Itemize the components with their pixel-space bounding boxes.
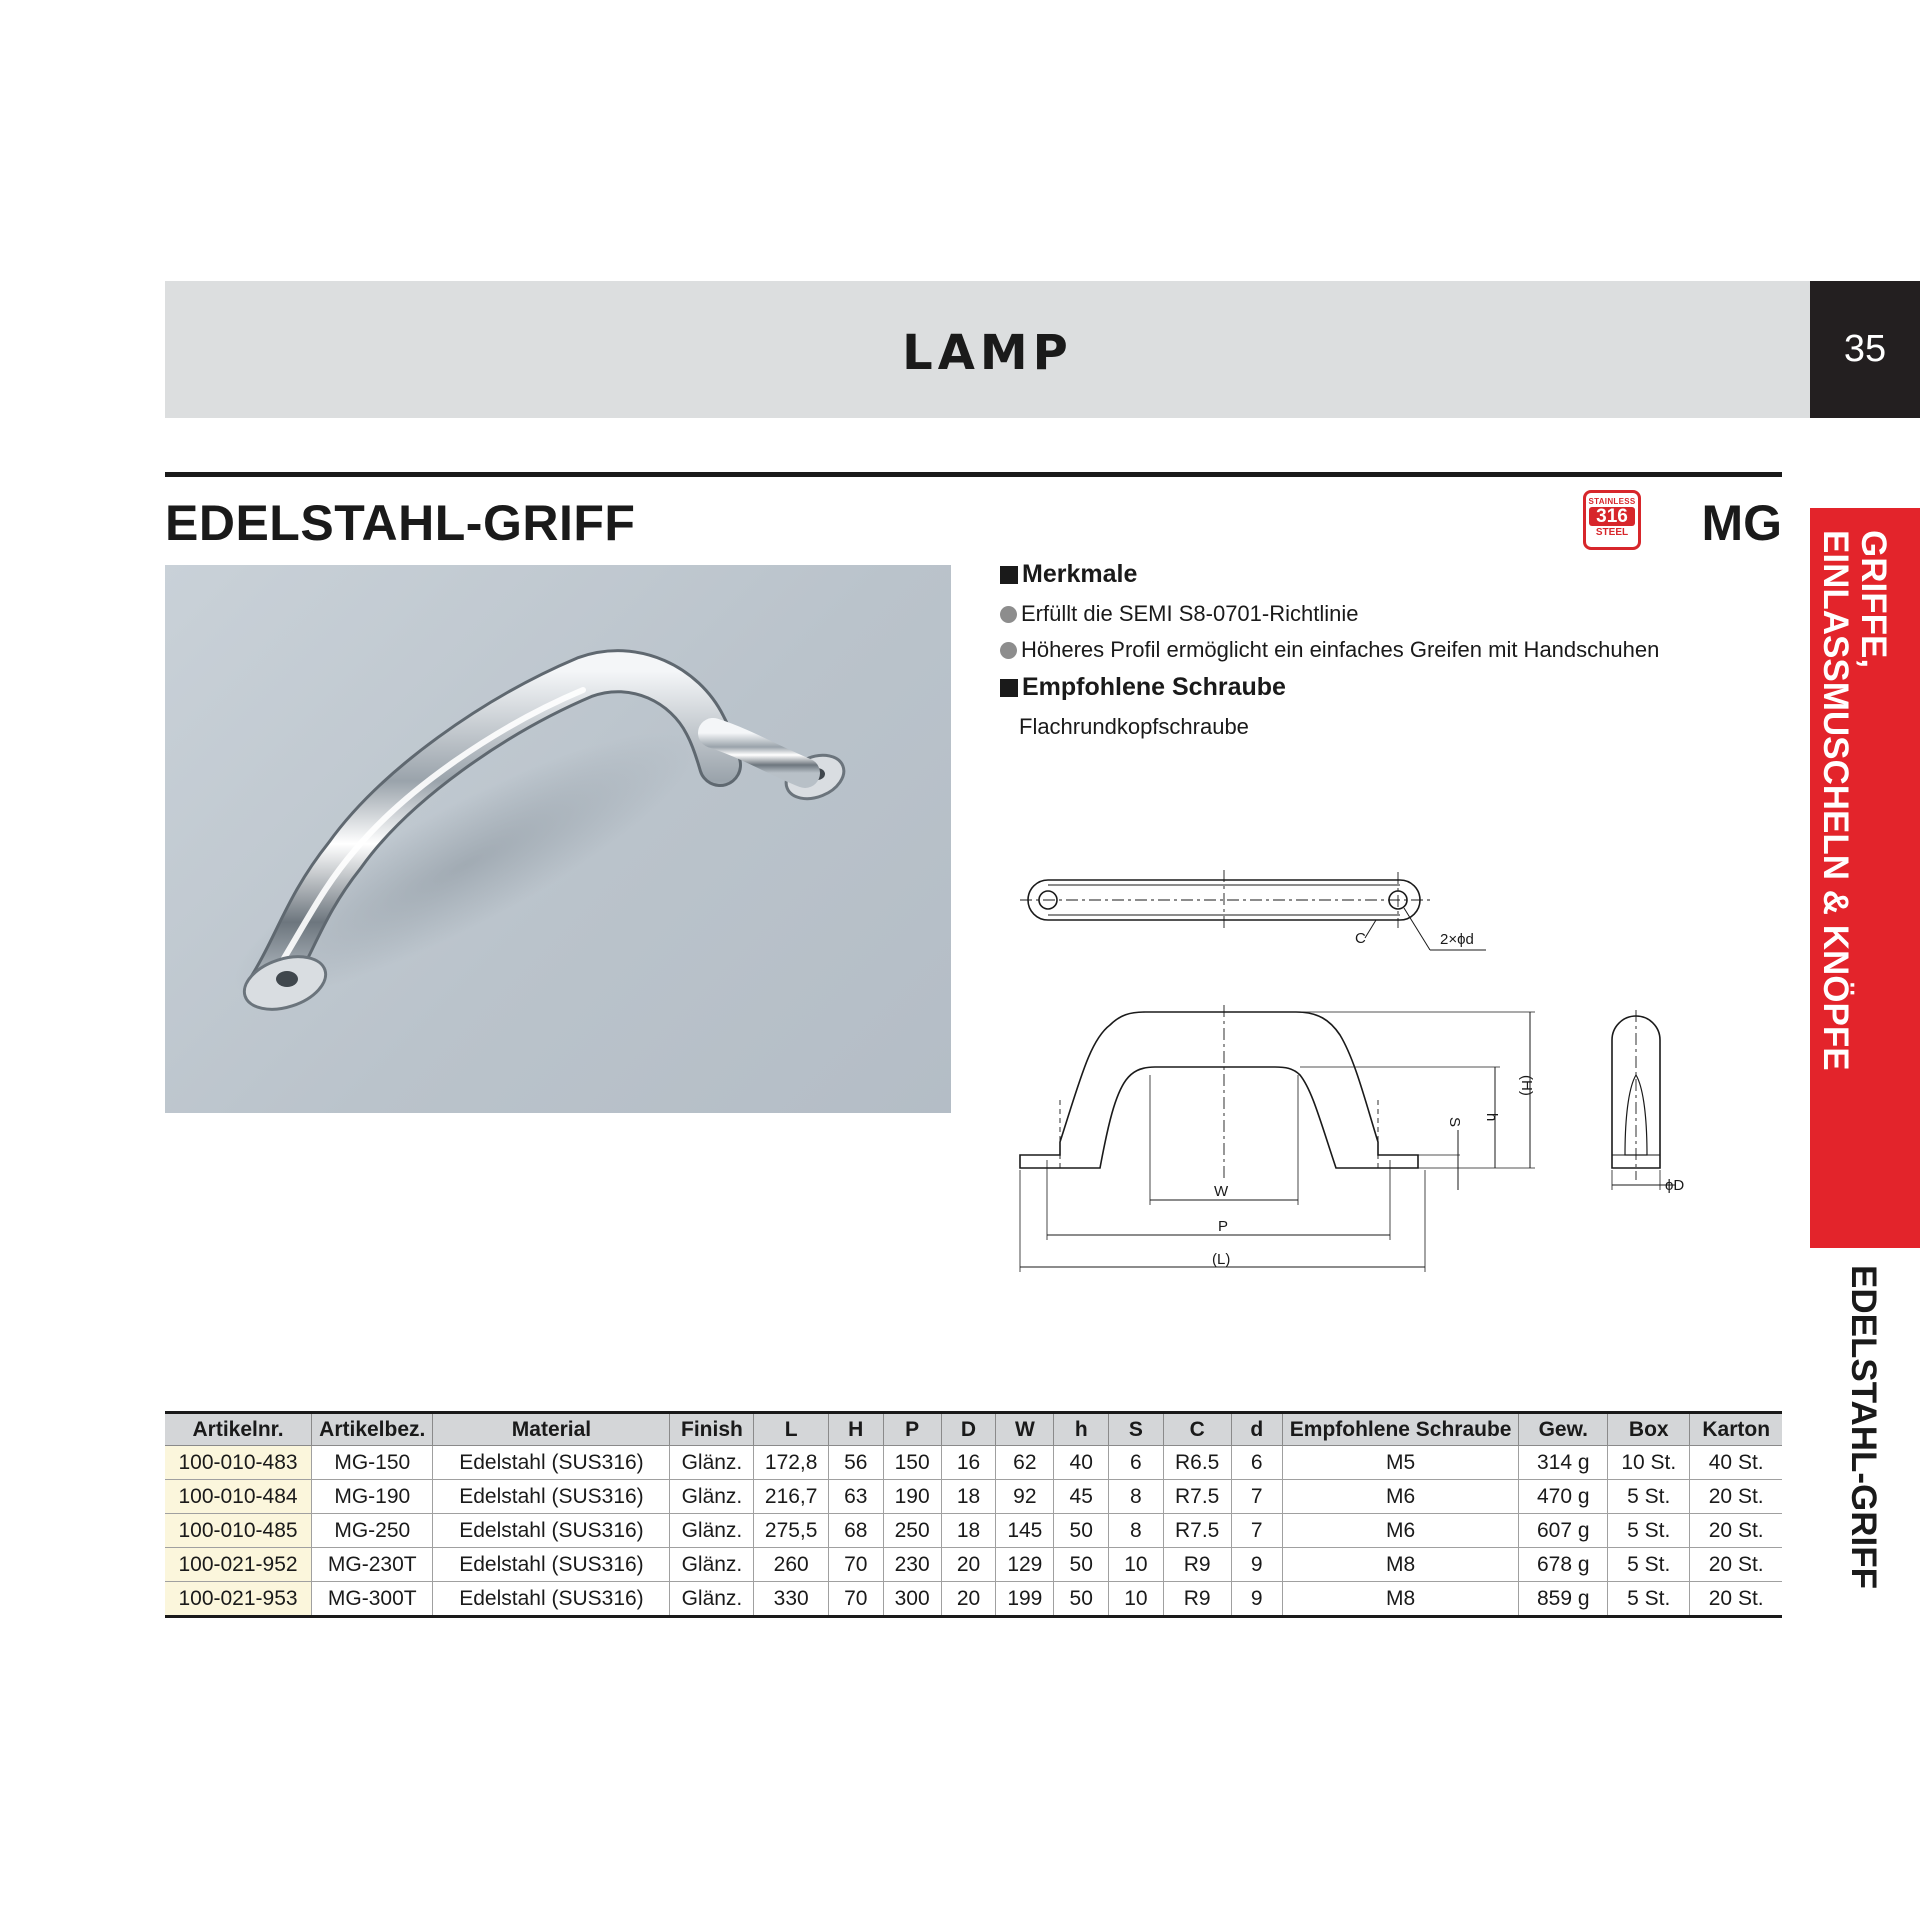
cell-h-lower: 45 [1054,1480,1109,1514]
cell-h-lower: 40 [1054,1446,1109,1480]
cell-p: 190 [883,1480,941,1514]
col-h-upper: H [828,1413,883,1446]
handle-illustration [165,565,951,1113]
col-schraube: Empfohlene Schraube [1282,1413,1519,1446]
cell-schraube: M5 [1282,1446,1519,1480]
cell-box: 10 St. [1608,1446,1690,1480]
cell-finish: Glänz. [670,1548,754,1582]
cell-p: 250 [883,1514,941,1548]
cell-d-upper: 20 [941,1548,996,1582]
table-row [165,1582,1782,1617]
cell-artikelnr: 100-021-952 [165,1548,312,1582]
cell-artikelbez: MG-250 [312,1514,433,1548]
feature-item [1000,601,1790,627]
cell-w: 92 [996,1480,1054,1514]
cell-artikelnr: 100-010-483 [165,1446,312,1480]
top-view [1020,870,1486,950]
cell-h-upper: 68 [828,1514,883,1548]
cell-c: R9 [1163,1548,1231,1582]
cell-d-lower: 9 [1231,1548,1282,1582]
label-d: ϕD [1665,1177,1685,1194]
features-heading [1000,560,1790,589]
cell-d-upper: 16 [941,1446,996,1480]
technical-drawing [1000,860,1740,1290]
badge-line3: STEEL [1595,527,1629,538]
features-heading-text: Merkmale [1022,560,1138,588]
table-row [165,1446,1782,1480]
cell-d-lower: 6 [1231,1446,1282,1480]
cell-c: R7.5 [1163,1480,1231,1514]
square-bullet-icon [1000,566,1018,584]
cell-box: 5 St. [1608,1548,1690,1582]
feature-item [1000,637,1790,663]
cell-schraube: M6 [1282,1514,1519,1548]
cell-artikelbez: MG-190 [312,1480,433,1514]
cell-material: Edelstahl (SUS316) [433,1548,670,1582]
cell-karton: 20 St. [1690,1582,1782,1617]
col-d-lower: d [1231,1413,1282,1446]
col-karton: Karton [1690,1413,1782,1446]
col-c: C [1163,1413,1231,1446]
cell-h-lower: 50 [1054,1548,1109,1582]
end-view [1612,1010,1684,1194]
cell-gew: 314 g [1519,1446,1608,1480]
cell-material: Edelstahl (SUS316) [433,1582,670,1617]
col-artikelbez: Artikelbez. [312,1413,433,1446]
cell-box: 5 St. [1608,1514,1690,1548]
cell-s: 10 [1109,1582,1164,1617]
category-tab-line1: GRIFFE, [1854,530,1893,669]
col-w: W [996,1413,1054,1446]
cell-w: 62 [996,1446,1054,1480]
cell-w: 145 [996,1514,1054,1548]
cell-w: 129 [996,1548,1054,1582]
side-view [1020,1005,1535,1272]
cell-h-upper: 70 [828,1548,883,1582]
cell-finish: Glänz. [670,1514,754,1548]
label-holes: 2×ϕd [1440,931,1474,948]
cell-d-upper: 18 [941,1514,996,1548]
table-row [165,1548,1782,1582]
cell-p: 230 [883,1548,941,1582]
table-header-row [165,1413,1782,1446]
col-l: L [754,1413,829,1446]
label-h: h [1483,1113,1500,1122]
cell-artikelbez: MG-300T [312,1582,433,1617]
label-c: C [1355,930,1366,947]
cell-d-upper: 20 [941,1582,996,1617]
col-artikelnr: Artikelnr. [165,1413,312,1446]
cell-karton: 20 St. [1690,1480,1782,1514]
square-bullet-icon [1000,679,1018,697]
cell-material: Edelstahl (SUS316) [433,1514,670,1548]
col-box: Box [1608,1413,1690,1446]
stainless-316-badge [1583,490,1641,550]
cell-h-upper: 70 [828,1582,883,1617]
cell-d-lower: 7 [1231,1514,1282,1548]
cell-artikelnr: 100-010-484 [165,1480,312,1514]
cell-material: Edelstahl (SUS316) [433,1480,670,1514]
screw-heading [1000,673,1790,702]
cell-c: R7.5 [1163,1514,1231,1548]
table-row [165,1480,1782,1514]
col-h-lower: h [1054,1413,1109,1446]
cell-c: R6.5 [1163,1446,1231,1480]
cell-finish: Glänz. [670,1480,754,1514]
cell-d-lower: 7 [1231,1480,1282,1514]
cell-h-upper: 56 [828,1446,883,1480]
cell-s: 8 [1109,1480,1164,1514]
cell-gew: 859 g [1519,1582,1608,1617]
cell-schraube: M6 [1282,1480,1519,1514]
cell-schraube: M8 [1282,1582,1519,1617]
cell-l: 275,5 [754,1514,829,1548]
cell-w: 199 [996,1582,1054,1617]
cell-finish: Glänz. [670,1446,754,1480]
screw-value: Flachrundkopfschraube [1019,714,1249,739]
cell-p: 150 [883,1446,941,1480]
cell-h-lower: 50 [1054,1514,1109,1548]
cell-l: 172,8 [754,1446,829,1480]
circle-bullet-icon [1000,642,1017,659]
screw-heading-text: Empfohlene Schraube [1022,673,1286,701]
col-s: S [1109,1413,1164,1446]
cell-s: 8 [1109,1514,1164,1548]
cell-d-upper: 18 [941,1480,996,1514]
title-rule [165,472,1782,477]
circle-bullet-icon [1000,606,1017,623]
cell-artikelnr: 100-010-485 [165,1514,312,1548]
table-row [165,1514,1782,1548]
cell-c: R9 [1163,1582,1231,1617]
page-title: EDELSTAHL-GRIFF [165,495,636,551]
cell-artikelbez: MG-230T [312,1548,433,1582]
feature-text: Höheres Profil ermöglicht ein einfaches Greifen mit Handschuhen [1021,637,1660,662]
cell-s: 6 [1109,1446,1164,1480]
page-number: 35 [1810,281,1920,418]
brand-logo: LAMP [902,325,1073,381]
cell-karton: 20 St. [1690,1514,1782,1548]
cell-artikelbez: MG-150 [312,1446,433,1480]
cell-box: 5 St. [1608,1582,1690,1617]
badge-line1: STAINLESS [1588,497,1636,506]
cell-gew: 470 g [1519,1480,1608,1514]
cell-karton: 40 St. [1690,1446,1782,1480]
subcategory-label: EDELSTAHL-GRIFF [1844,1265,1883,1590]
table-body [165,1446,1782,1617]
cell-schraube: M8 [1282,1548,1519,1582]
category-tab-line2: EINLASSMUSCHELN & KNÖPFE [1816,530,1855,1071]
cell-h-lower: 50 [1054,1582,1109,1617]
col-d-upper: D [941,1413,996,1446]
cell-finish: Glänz. [670,1582,754,1617]
model-code: MG [1701,495,1782,551]
label-H: (H) [1518,1075,1535,1096]
label-s: S [1446,1117,1463,1128]
col-p: P [883,1413,941,1446]
badge-line2: 316 [1589,507,1635,526]
col-finish: Finish [670,1413,754,1446]
col-gew: Gew. [1519,1413,1608,1446]
features-section [1000,560,1790,750]
header-band [165,281,1810,418]
cell-l: 330 [754,1582,829,1617]
cell-karton: 20 St. [1690,1548,1782,1582]
col-material: Material [433,1413,670,1446]
cell-p: 300 [883,1582,941,1617]
cell-gew: 678 g [1519,1548,1608,1582]
cell-h-upper: 63 [828,1480,883,1514]
specs-table [165,1411,1782,1618]
cell-s: 10 [1109,1548,1164,1582]
label-l: (L) [1212,1251,1231,1268]
cell-l: 260 [754,1548,829,1582]
cell-l: 216,7 [754,1480,829,1514]
label-w: W [1214,1183,1229,1200]
product-photo [165,565,951,1113]
cell-artikelnr: 100-021-953 [165,1582,312,1617]
feature-text: Erfüllt die SEMI S8-0701-Richtlinie [1021,601,1359,626]
cell-d-lower: 9 [1231,1582,1282,1617]
cell-gew: 607 g [1519,1514,1608,1548]
cell-material: Edelstahl (SUS316) [433,1446,670,1480]
cell-box: 5 St. [1608,1480,1690,1514]
label-p: P [1218,1218,1229,1235]
